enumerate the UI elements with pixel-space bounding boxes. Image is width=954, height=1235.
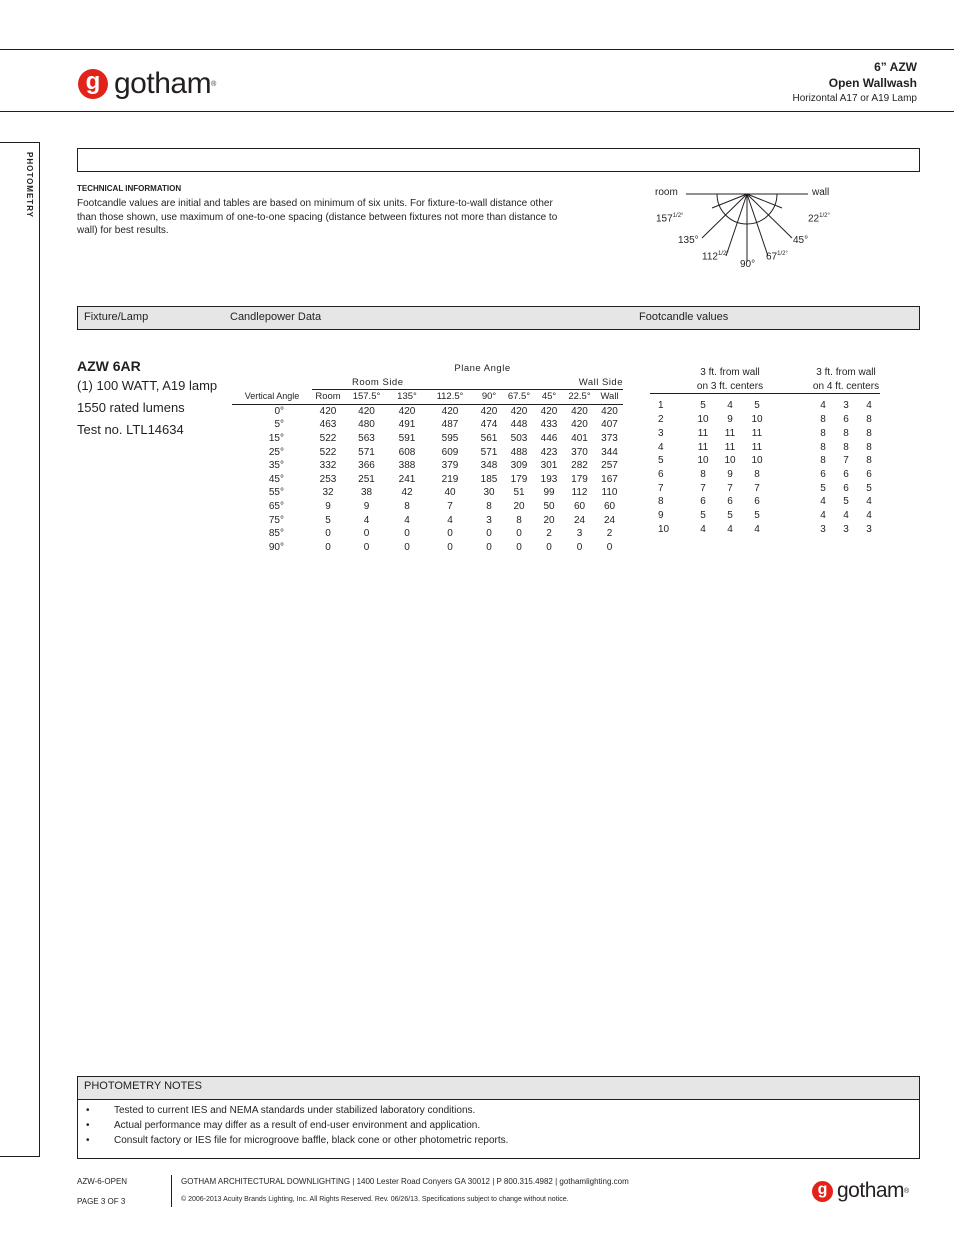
candela-cell: 3 (576, 528, 583, 540)
footcandle-cell: 6 (843, 468, 849, 480)
candela-cell: 487 (441, 419, 459, 431)
footcandle-cell: 8 (866, 427, 872, 439)
fixture-lamp: (1) 100 WATT, A19 lamp (77, 378, 218, 393)
footcandle-cell: 4 (843, 510, 849, 522)
plane-angle-heading: Plane Angle (454, 363, 511, 374)
candela-cell: 407 (601, 419, 618, 431)
candela-cell: 0 (516, 541, 522, 553)
angle-67-label: $67^{1/2^\circ}$ (766, 251, 788, 263)
candela-cell: 433 (540, 419, 558, 431)
footcandle-header: Footcandle values (639, 311, 729, 323)
candela-cell: 420 (480, 405, 498, 417)
angle-135-label: 135° (678, 235, 699, 246)
cp-col-header: Room (312, 390, 344, 405)
candela-cell: 309 (510, 460, 528, 472)
candlepower-table (232, 362, 623, 554)
candela-cell: 0 (363, 541, 370, 553)
candela-cell: 491 (398, 419, 416, 431)
candela-cell: 8 (516, 514, 522, 526)
room-side-heading: Room Side (312, 376, 475, 390)
cp-col-header: 45° (535, 390, 563, 405)
footer-logo: g gotham ® (812, 1179, 909, 1203)
angle-22-label: $22^{1/2^\circ}$ (808, 213, 830, 225)
vertical-angle-cell: 35° (268, 460, 284, 472)
candela-cell: 193 (540, 473, 558, 485)
candela-cell: 51 (513, 487, 525, 499)
candela-cell: 0 (363, 528, 370, 540)
fc-row-index: 9 (658, 510, 664, 522)
footcandle-cell: 8 (820, 427, 826, 439)
candela-cell: 241 (398, 473, 416, 485)
spacer-cell (772, 441, 812, 455)
footcandle-cell: 8 (866, 414, 872, 426)
table-row (650, 495, 880, 509)
footcandle-cell: 6 (866, 468, 872, 480)
footcandle-cell: 7 (843, 455, 849, 467)
footcandle-cell: 6 (700, 496, 706, 508)
candela-cell: 420 (319, 405, 337, 417)
gotham-logo-icon: g (78, 69, 108, 99)
candela-cell: 373 (601, 432, 618, 444)
footcandle-cell: 4 (700, 523, 706, 535)
candela-cell: 448 (510, 419, 528, 431)
footcandle-cell: 4 (754, 523, 760, 535)
candela-cell: 609 (441, 446, 459, 458)
footcandle-cell: 8 (843, 441, 849, 453)
diagram-wall-label: wall (812, 187, 830, 198)
vertical-angle-cell: 65° (268, 500, 284, 512)
table-row (650, 482, 880, 496)
table-row (232, 541, 623, 555)
cp-col-header: 157.5° (344, 390, 389, 405)
footcandle-cell: 7 (727, 482, 733, 494)
vertical-angle-cell: 75° (268, 514, 284, 526)
candela-cell: 4 (447, 514, 453, 526)
candela-cell: 60 (573, 500, 586, 512)
table-row (232, 432, 623, 446)
candela-cell: 0 (325, 541, 331, 553)
footcandle-cell: 5 (843, 496, 849, 508)
candela-cell: 257 (601, 460, 618, 472)
footcandle-cell: 11 (724, 441, 736, 453)
spacer-cell (772, 468, 812, 482)
candela-cell: 348 (480, 460, 498, 472)
footcandle-cell: 11 (751, 441, 763, 453)
footer-gotham-logo-icon: g (812, 1181, 833, 1202)
candela-cell: 423 (540, 446, 558, 458)
table-row (232, 500, 623, 514)
footcandle-table (650, 366, 880, 536)
fc-row-index: 5 (658, 455, 664, 467)
candela-cell: 420 (398, 405, 416, 417)
candela-cell: 0 (486, 541, 492, 553)
footcandle-cell: 8 (866, 455, 872, 467)
footcandle-cell: 8 (820, 414, 826, 426)
candela-cell: 0 (447, 541, 453, 553)
candela-cell: 4 (404, 514, 410, 526)
footcandle-cell: 5 (727, 510, 733, 522)
table-row (650, 427, 880, 441)
candlepower-rows (232, 404, 623, 554)
angle-157-label: $157^{1/2^\circ}$ (656, 213, 684, 225)
fc-row-index: 7 (658, 482, 664, 494)
candela-cell: 24 (603, 514, 616, 526)
candela-cell: 0 (325, 528, 331, 540)
candela-cell: 282 (571, 460, 588, 472)
header-rule (0, 111, 954, 112)
candela-cell: 420 (540, 405, 558, 417)
side-tab-top (0, 142, 40, 143)
title-box (77, 148, 920, 172)
fixture-lamp-header: Fixture/Lamp (84, 311, 149, 323)
candela-cell: 50 (543, 500, 555, 512)
footcandle-cell: 3 (866, 523, 872, 535)
footer-page: PAGE 3 OF 3 (77, 1197, 126, 1206)
candela-cell: 503 (510, 432, 528, 444)
table-row (232, 473, 623, 487)
vertical-angle-cell: 85° (268, 528, 284, 540)
footcandle-cell: 8 (843, 427, 849, 439)
candela-cell: 463 (319, 419, 337, 431)
candela-cell: 30 (483, 487, 495, 499)
candela-cell: 0 (576, 541, 583, 553)
side-tab-rule (39, 142, 40, 1157)
footcandle-cell: 5 (820, 482, 826, 494)
fc-row-index: 1 (658, 400, 664, 412)
cp-col-header: 22.5° (563, 390, 596, 405)
notes-header-bar (77, 1076, 920, 1100)
footcandle-cell: 10 (751, 414, 763, 426)
candela-cell: 571 (480, 446, 498, 458)
footcandle-cell: 8 (820, 441, 826, 453)
footcandle-cell: 8 (820, 455, 826, 467)
footcandle-cell: 8 (866, 441, 872, 453)
spacer-cell (772, 427, 812, 441)
brand-logo: g gotham ® (78, 67, 216, 101)
footer-doc-id: AZW-6-OPEN (77, 1177, 128, 1186)
candela-cell: 8 (404, 500, 410, 512)
candela-cell: 522 (319, 446, 337, 458)
spacer-cell (772, 454, 812, 468)
lamp-description: Horizontal A17 or A19 Lamp (792, 93, 917, 104)
footcandle-cell: 5 (754, 400, 760, 412)
candela-cell: 420 (601, 405, 618, 417)
fc-row-index: 8 (658, 496, 664, 508)
candela-cell: 366 (358, 460, 375, 472)
candela-cell: 420 (571, 405, 588, 417)
fc-row-index: 3 (658, 427, 664, 439)
cp-col-header: 112.5° (425, 390, 475, 405)
candela-cell: 344 (601, 446, 618, 458)
footcandle-cell: 6 (820, 468, 826, 480)
candela-cell: 60 (603, 500, 616, 512)
candela-cell: 2 (546, 528, 552, 540)
candela-cell: 332 (319, 460, 337, 472)
footcandle-cell: 4 (866, 400, 872, 412)
fc-group1-line1: 3 ft. from wall (700, 367, 760, 378)
cp-col-header: Wall (596, 390, 623, 405)
product-subtitle: Open Wallwash (828, 76, 917, 90)
brand-wordmark: gotham (114, 67, 212, 100)
footcandle-cell: 4 (727, 523, 733, 535)
footcandle-cell: 8 (754, 468, 760, 480)
footcandle-cell: 8 (700, 468, 706, 480)
table-row (650, 454, 880, 468)
footcandle-cell: 6 (843, 482, 849, 494)
candela-cell: 522 (319, 432, 337, 444)
candela-cell: 420 (358, 405, 375, 417)
candela-cell: 110 (601, 487, 618, 499)
footcandle-cell: 6 (727, 496, 733, 508)
candela-cell: 563 (358, 432, 375, 444)
candela-cell: 474 (480, 419, 498, 431)
candela-cell: 42 (401, 487, 413, 499)
candela-cell: 5 (325, 514, 331, 526)
vertical-angle-cell: 55° (268, 487, 284, 499)
fixture-info (77, 357, 217, 441)
table-row (650, 468, 880, 482)
spacer-cell (772, 413, 812, 427)
footcandle-cell: 11 (697, 427, 709, 439)
candela-cell: 420 (441, 405, 459, 417)
footcandle-cell: 9 (727, 468, 733, 480)
candela-cell: 561 (480, 432, 498, 444)
footer-divider (171, 1175, 172, 1207)
vertical-angle-cell: 45° (268, 473, 284, 485)
footcandle-cell: 10 (751, 455, 763, 467)
fc-group2-line2: on 4 ft. centers (812, 380, 880, 394)
footcandle-rows (650, 399, 880, 536)
cp-col-header: 90° (475, 390, 503, 405)
candela-cell: 420 (510, 405, 528, 417)
footcandle-cell: 3 (843, 523, 849, 535)
spacer-cell (772, 495, 812, 509)
candela-cell: 571 (358, 446, 375, 458)
footer-copyright: © 2006-2013 Acuity Brands Lighting, Inc. All Rights Reserved. Rev. 06/26/13. Specifications subject to change without notice. (181, 1196, 569, 1203)
candela-cell: 3 (486, 514, 492, 526)
footcandle-cell: 6 (843, 414, 849, 426)
footcandle-cell: 11 (697, 441, 709, 453)
candela-cell: 488 (510, 446, 528, 458)
vertical-angle-cell: 5° (274, 419, 284, 431)
candela-cell: 20 (543, 514, 555, 526)
candela-cell: 24 (573, 514, 586, 526)
candela-cell: 167 (601, 473, 618, 485)
candela-cell: 20 (513, 500, 525, 512)
candela-cell: 179 (510, 473, 528, 485)
vertical-angle-cell: 15° (268, 432, 284, 444)
cp-col-header: 135° (389, 390, 425, 405)
footcandle-cell: 11 (724, 427, 736, 439)
candela-cell: 251 (358, 473, 375, 485)
candela-cell: 40 (444, 487, 456, 499)
section-header-bar (77, 306, 920, 330)
footcandle-cell: 10 (697, 455, 709, 467)
footcandle-cell: 7 (700, 482, 706, 494)
candela-cell: 591 (398, 432, 416, 444)
note-item: • Actual performance may differ as a result of end-user environment and application. (86, 1120, 481, 1131)
table-row (650, 509, 880, 523)
technical-body: Footcandle values are initial and tables are based on minimum of six units. For fixture-to-wall distance other than those shown, use maximum of one-to-one spacing (distance between fixtures not more than distance to wall) for best results. (77, 198, 558, 236)
candela-cell: 0 (606, 541, 613, 553)
cp-col-header: 67.5° (503, 390, 535, 405)
candela-cell: 219 (441, 473, 459, 485)
fixture-test: Test no. LTL14634 (77, 422, 184, 437)
footcandle-cell: 10 (724, 455, 736, 467)
candela-cell: 0 (404, 528, 410, 540)
fc-group2-line1: 3 ft. from wall (816, 367, 876, 378)
candela-cell: 0 (546, 541, 552, 553)
table-row (232, 404, 623, 418)
cp-col-header: Vertical Angle (232, 390, 312, 405)
notes-list (86, 1103, 508, 1148)
angle-45-label: 45° (793, 235, 809, 246)
candela-cell: 32 (322, 487, 334, 499)
candela-cell: 388 (398, 460, 416, 472)
table-row (650, 413, 880, 427)
fixture-name: AZW 6AR (77, 358, 141, 374)
side-tab-label: PHOTOMETRY (25, 152, 34, 219)
vertical-angle-cell: 90° (268, 541, 284, 553)
footcandle-cell: 11 (751, 427, 763, 439)
footcandle-cell: 5 (700, 510, 706, 522)
candela-cell: 7 (447, 500, 453, 512)
product-title: 6” AZW (874, 60, 917, 74)
candela-cell: 301 (540, 460, 558, 472)
fixture-lumens: 1550 rated lumens (77, 400, 185, 415)
candela-cell: 0 (404, 541, 410, 553)
footcandle-cell: 10 (697, 414, 709, 426)
candela-cell: 9 (325, 500, 331, 512)
table-row (232, 446, 623, 460)
footcandle-cell: 6 (754, 496, 760, 508)
fc-row-index: 2 (658, 414, 664, 426)
footcandle-cell: 4 (820, 400, 826, 412)
candela-cell: 4 (363, 514, 370, 526)
candela-cell: 420 (571, 419, 588, 431)
side-tab-bottom (0, 1156, 40, 1157)
angle-112-label: $112^{1/2^\circ}$ (702, 251, 729, 263)
candela-cell: 0 (486, 528, 492, 540)
candela-cell: 38 (360, 487, 373, 499)
footcandle-cell: 5 (866, 482, 872, 494)
footcandle-cell: 9 (727, 414, 733, 426)
angle-90-label: 90° (740, 259, 756, 270)
table-row (232, 514, 623, 528)
spacer-cell (772, 523, 812, 537)
footcandle-cell: 5 (754, 510, 760, 522)
fc-group1-line2: on 3 ft. centers (688, 380, 772, 394)
candela-cell: 253 (319, 473, 337, 485)
note-item: • Tested to current IES and NEMA standards under stabilized laboratory conditions. (86, 1105, 476, 1116)
spacer-cell (772, 399, 812, 413)
table-row (650, 441, 880, 455)
footcandle-cell: 3 (843, 400, 849, 412)
candela-cell: 0 (447, 528, 453, 540)
header-titles (792, 59, 917, 106)
table-row (650, 523, 880, 537)
vertical-angle-cell: 25° (268, 446, 284, 458)
candela-cell: 379 (441, 460, 459, 472)
candela-cell: 0 (516, 528, 522, 540)
wall-side-heading: Wall Side (503, 376, 623, 390)
candela-cell: 179 (571, 473, 588, 485)
footer-company: GOTHAM ARCHITECTURAL DOWNLIGHTING | 1400 Lester Road Conyers GA 30012 | P 800.315.4982 | gothamlighting.com (181, 1177, 629, 1186)
fc-row-index: 10 (658, 523, 670, 535)
candela-cell: 370 (571, 446, 588, 458)
candela-cell: 595 (441, 432, 459, 444)
candela-cell: 9 (363, 500, 370, 512)
candela-cell: 112 (571, 487, 588, 499)
note-item: • Consult factory or IES file for microgroove baffle, black cone or other photometric reports. (86, 1135, 509, 1146)
candela-cell: 99 (543, 487, 555, 499)
footcandle-cell: 3 (820, 523, 826, 535)
footcandle-cell: 4 (866, 496, 872, 508)
candlepower-header: Candlepower Data (230, 311, 322, 323)
vertical-angle-cell: 0° (274, 405, 284, 417)
spacer-cell (772, 509, 812, 523)
table-row (232, 459, 623, 473)
candela-cell: 401 (571, 432, 588, 444)
footcandle-cell: 5 (700, 400, 706, 412)
table-row (232, 486, 623, 500)
spacer-cell (772, 482, 812, 496)
fc-row-index: 6 (658, 468, 664, 480)
table-row (232, 527, 623, 541)
technical-title: TECHNICAL INFORMATION (77, 184, 182, 193)
fc-row-index: 4 (658, 441, 664, 453)
table-row (232, 418, 623, 432)
footcandle-cell: 4 (820, 510, 826, 522)
candela-cell: 2 (606, 528, 613, 540)
notes-title: PHOTOMETRY NOTES (84, 1080, 202, 1092)
candela-cell: 8 (486, 500, 492, 512)
footcandle-cell: 4 (866, 510, 872, 522)
footcandle-cell: 4 (727, 400, 733, 412)
footer-wordmark: gotham (837, 1179, 905, 1202)
candlepower-column-headers (232, 390, 623, 405)
diagram-room-label: room (655, 187, 678, 198)
candela-cell: 185 (480, 473, 498, 485)
top-rule (0, 49, 954, 50)
candela-cell: 446 (540, 432, 558, 444)
table-row (650, 399, 880, 413)
candela-cell: 608 (398, 446, 416, 458)
footcandle-cell: 4 (820, 496, 826, 508)
candela-cell: 480 (358, 419, 375, 431)
footcandle-cell: 7 (754, 482, 760, 494)
